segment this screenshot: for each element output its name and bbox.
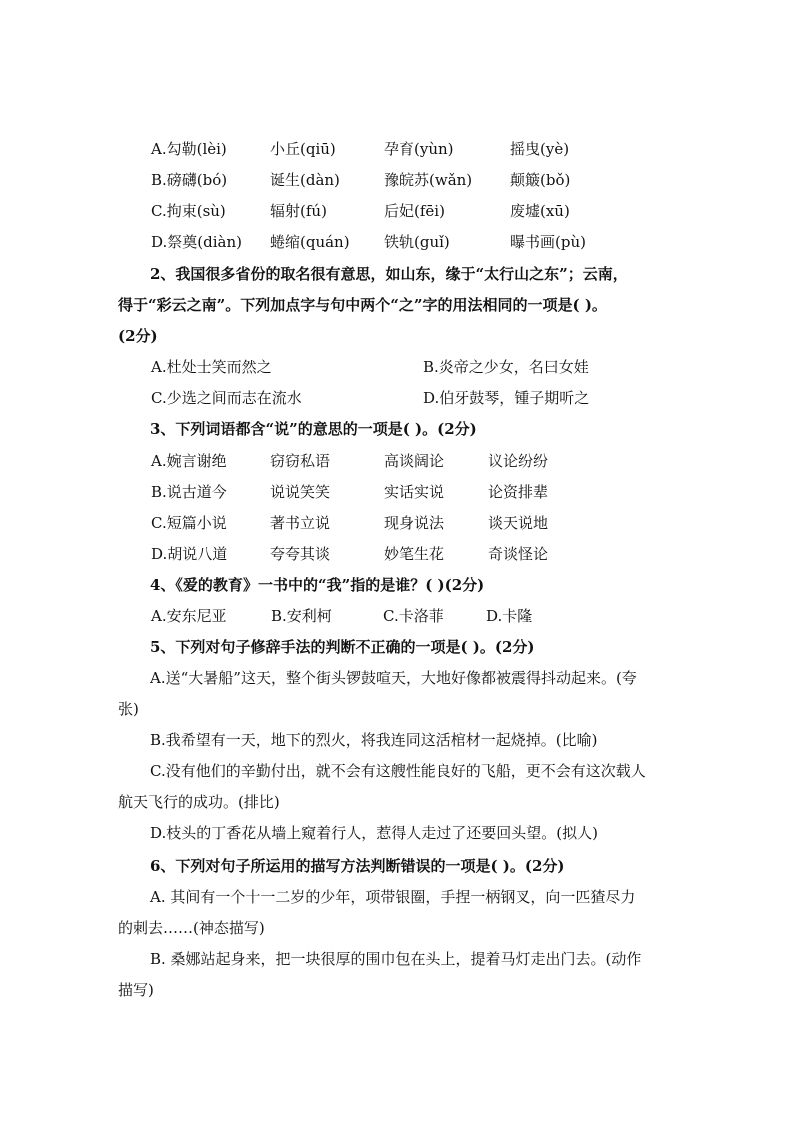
q3-b-1: B.说古道今 [151,483,227,501]
q3-a-1: A.婉言谢绝 [151,452,227,470]
q3-b-3: 实话实说 [384,483,445,501]
q3-c-1: C.短篇小说 [151,514,227,532]
q1-d-2: 蜷缩(quán) [270,233,350,251]
q5-option-a-line2: 张) [118,700,139,718]
q6-stem [118,851,683,882]
q3-b-4: 论资排辈 [488,483,549,501]
q1-d-4: 曝书画(pù) [510,233,586,251]
q1-c-4: 废墟(xū) [510,202,570,220]
q3-row-b [118,479,678,505]
q1-b-3: 豫皖苏(wǎn) [384,171,473,189]
q3-d-2: 夸夸其谈 [270,545,331,563]
q5-option-b: B.我希望有一天，地下的烈火，将我连同这活棺材一起烧掉。(比喻) [150,731,598,749]
q1-row-c [118,198,678,224]
q2-option-a: A.杜处士笑而然之 [151,358,272,376]
q3-a-3: 高谈阔论 [384,452,445,470]
q2-option-c: C.少选之间而志在流水 [151,389,302,407]
q6-option-a-line1: A. 其间有一个十一二岁的少年，项带银圈，手捏一柄钢叉，向一匹猹尽力 [150,888,636,906]
q4-stem-text: 4、《爱的教育》一书中的“我”指的是谁？( )(2分) [150,576,485,594]
q3-row-d [118,541,678,567]
q4-option-b: B.安利柯 [271,607,332,625]
q6-stem-text: 6、下列对句子所运用的描写方法判断错误的一项是( )。(2分) [150,857,565,875]
q6-option-b-line1: B. 桑娜站起身来，把一块很厚的围巾包在头上，提着马灯走出门去。(动作 [150,950,642,968]
q1-b-2: 诞生(dàn) [270,171,340,189]
q3-stem [118,414,683,445]
q3-row-a [118,448,678,474]
q1-a-3: 孕育(yùn) [384,140,454,158]
q3-b-2: 说说笑笑 [270,483,331,501]
q1-b-1: B.磅礴(bó) [151,171,228,189]
q1-c-2: 辐射(fú) [270,202,327,220]
q5-options [118,663,683,849]
q3-a-4: 议论纷纷 [488,452,549,470]
q3-a-2: 窃窃私语 [270,452,331,470]
q5-option-c-line1: C.没有他们的辛勤付出，就不会有这艘性能良好的飞船，更不会有这次载人 [150,762,646,780]
q6-option-a-line2: 的刺去……(神态描写) [118,919,265,937]
q3-row-c [118,510,678,536]
q5-stem-text: 5、下列对句子修辞手法的判断不正确的一项是( )。(2分) [150,638,535,656]
q1-row-a [118,136,678,162]
q2-option-b: B.炎帝之少女，名曰女娃 [423,358,589,376]
q1-a-1: A.勾勒(lèi) [151,140,227,158]
q3-d-3: 妙笔生花 [384,545,445,563]
q5-option-d: D.枝头的丁香花从墙上窥着行人，惹得人走过了还要回头望。(拟人) [150,824,598,842]
q1-d-1: D.祭奠(diàn) [151,233,242,251]
q5-option-c-line2: 航天飞行的成功。(排比) [118,793,280,811]
q1-d-3: 铁轨(guǐ) [384,233,450,251]
q6-option-b-line2: 描写) [118,981,154,999]
q3-d-4: 奇谈怪论 [488,545,549,563]
q3-c-4: 谈天说地 [488,514,549,532]
q6-options [118,882,683,1006]
q3-c-3: 现身说法 [384,514,445,532]
q4-stem [118,570,683,601]
q4-option-d: D.卡隆 [486,607,533,625]
q5-stem [118,632,683,663]
q1-a-4: 摇曳(yè) [510,140,570,158]
q2-stem-line2: 得于“彩云之南”。下列加点字与句中两个“之”字的用法相同的一项是( )。 [118,296,607,314]
q1-b-4: 颠簸(bǒ) [510,171,571,189]
q1-row-d [118,229,678,255]
q2-stem-line1: 2、我国很多省份的取名很有意思，如山东，缘于“太行山之东”；云南， [150,265,628,283]
q4-option-c: C.卡洛菲 [383,607,444,625]
q3-stem-text: 3、下列词语都含“说”的意思的一项是( )。(2分) [150,420,477,438]
q3-c-2: 著书立说 [270,514,331,532]
q4-options [118,603,678,629]
q1-c-3: 后妃(fēi) [384,202,445,220]
q1-a-2: 小丘(qiū) [270,140,336,158]
q1-row-b [118,167,678,193]
q4-option-a: A.安东尼亚 [151,607,227,625]
q2-option-d: D.伯牙鼓琴，锺子期听之 [423,389,590,407]
q2-stem [118,259,683,352]
q5-option-a-line1: A.送“大暑船”这天，整个街头锣鼓喧天，大地好像都被震得抖动起来。(夸 [150,669,637,687]
q2-stem-line3: (2分) [118,327,158,345]
q3-d-1: D.胡说八道 [151,545,228,563]
q1-c-1: C.拘束(sù) [151,202,226,220]
